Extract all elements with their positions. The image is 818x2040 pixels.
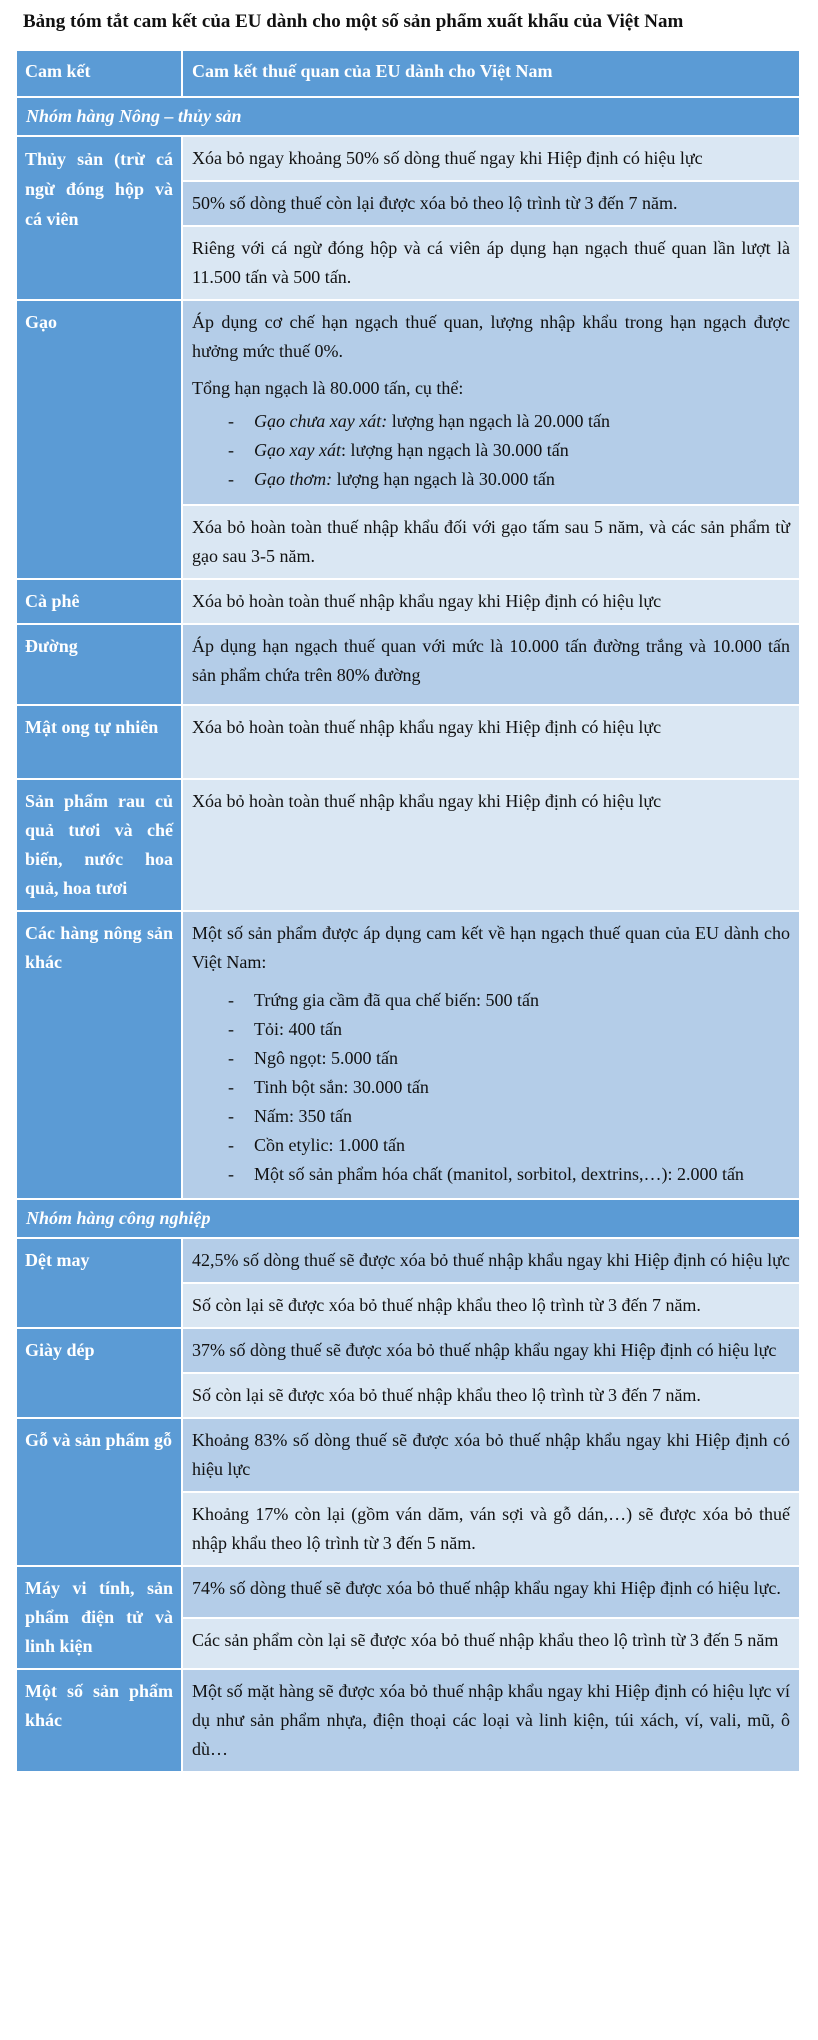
row-cell xyxy=(183,301,799,504)
list-item: - Trứng gia cầm đã qua chế biến: 500 tấn xyxy=(228,986,790,1015)
row-text: Xóa bỏ ngay khoảng 50% số dòng thuế ngay khi Hiệp định có hiệu lực xyxy=(183,137,799,180)
row-text: Một số mặt hàng sẽ được xóa bỏ thuế nhập khẩu ngay khi Hiệp định có hiệu lực ví dụ như sản phẩm nhựa, điện thoại các loại và linh kiện, túi xách, ví, vali, mũ, ô dù… xyxy=(183,1670,799,1771)
table-row xyxy=(17,1670,799,1771)
row-label: Gỗ và sản phẩm gỗ xyxy=(17,1419,181,1565)
header-col-commitment: Cam kết xyxy=(17,51,181,96)
list-item: - Gạo xay xát: lượng hạn ngạch là 30.000 tấn xyxy=(228,436,790,465)
commitments-table xyxy=(15,49,801,1773)
list-item: - Tỏi: 400 tấn xyxy=(228,1015,790,1044)
table-row xyxy=(17,780,799,910)
row-label: Dệt may xyxy=(17,1239,181,1327)
table-header-row xyxy=(17,51,799,96)
table-row xyxy=(17,1419,799,1491)
group-label-agri: Nhóm hàng Nông – thủy sản xyxy=(17,98,799,135)
table-row xyxy=(17,625,799,704)
row-text: Khoảng 83% số dòng thuế sẽ được xóa bỏ thuế nhập khẩu ngay khi Hiệp định có hiệu lực xyxy=(183,1419,799,1491)
row-label: Gạo xyxy=(17,301,181,578)
row-text: 37% số dòng thuế sẽ được xóa bỏ thuế nhập khẩu ngay khi Hiệp định có hiệu lực xyxy=(183,1329,799,1372)
row-text: Xóa bỏ hoàn toàn thuế nhập khẩu ngay khi Hiệp định có hiệu lực xyxy=(183,580,799,623)
row-text: Một số sản phẩm được áp dụng cam kết về hạn ngạch thuế quan của EU dành cho Việt Nam: xyxy=(192,923,790,972)
row-text: 50% số dòng thuế còn lại được xóa bỏ theo lộ trình từ 3 đến 7 năm. xyxy=(183,182,799,225)
table-row xyxy=(17,137,799,180)
row-label: Thủy sản (trừ cá ngừ đóng hộp và cá viên xyxy=(17,137,181,299)
row-text: Xóa bỏ hoàn toàn thuế nhập khẩu ngay khi Hiệp định có hiệu lực xyxy=(183,780,799,910)
row-text: Áp dụng cơ chế hạn ngạch thuế quan, lượng nhập khẩu trong hạn ngạch được hưởng mức thuế 0%. xyxy=(192,312,790,361)
row-label: Một số sản phẩm khác xyxy=(17,1670,181,1771)
list-item: - Một số sản phẩm hóa chất (manitol, sorbitol, dextrins,…): 2.000 tấn xyxy=(228,1160,790,1189)
row-text: 42,5% số dòng thuế sẽ được xóa bỏ thuế nhập khẩu ngay khi Hiệp định có hiệu lực xyxy=(183,1239,799,1282)
header-col-tariff: Cam kết thuế quan của EU dành cho Việt Nam xyxy=(183,51,799,96)
row-text: 74% số dòng thuế sẽ được xóa bỏ thuế nhập khẩu ngay khi Hiệp định có hiệu lực. xyxy=(183,1567,799,1617)
table-row xyxy=(17,1239,799,1282)
list-item: - Gạo chưa xay xát: lượng hạn ngạch là 20.000 tấn xyxy=(228,407,790,436)
table-row xyxy=(17,1329,799,1372)
row-text: Xóa bỏ hoàn toàn thuế nhập khẩu đối với gạo tấm sau 5 năm, và các sản phẩm từ gạo sau 3-5 năm. xyxy=(183,506,799,578)
rice-quota-list xyxy=(192,407,790,494)
row-text: Các sản phẩm còn lại sẽ được xóa bỏ thuế nhập khẩu theo lộ trình từ 3 đến 5 năm xyxy=(183,1619,799,1669)
list-item: - Gạo thơm: lượng hạn ngạch là 30.000 tấn xyxy=(228,465,790,494)
table-title: Bảng tóm tắt cam kết của EU dành cho một số sản phẩm xuất khẩu của Việt Nam xyxy=(23,11,684,32)
row-text: Số còn lại sẽ được xóa bỏ thuế nhập khẩu theo lộ trình từ 3 đến 7 năm. xyxy=(183,1284,799,1327)
row-label: Đường xyxy=(17,625,181,704)
row-text: Riêng với cá ngừ đóng hộp và cá viên áp dụng hạn ngạch thuế quan lần lượt là 11.500 tấn và 500 tấn. xyxy=(183,227,799,299)
row-label: Sản phẩm rau củ quả tươi và chế biến, nước hoa quả, hoa tươi xyxy=(17,780,181,910)
row-cell xyxy=(183,912,799,1198)
table-row xyxy=(17,580,799,623)
list-item: - Ngô ngọt: 5.000 tấn xyxy=(228,1044,790,1073)
group-label-industry: Nhóm hàng công nghiệp xyxy=(17,1200,799,1237)
row-text: Áp dụng hạn ngạch thuế quan với mức là 10.000 tấn đường trắng và 10.000 tấn sản phẩm chứa trên 80% đường xyxy=(183,625,799,704)
row-text: Tổng hạn ngạch là 80.000 tấn, cụ thể: xyxy=(192,378,464,398)
table-row xyxy=(17,301,799,504)
list-item: - Tinh bột sắn: 30.000 tấn xyxy=(228,1073,790,1102)
table-row xyxy=(17,706,799,778)
table-row xyxy=(17,912,799,1198)
row-label: Cà phê xyxy=(17,580,181,623)
list-item: - Nấm: 350 tấn xyxy=(228,1102,790,1131)
row-label: Giày dép xyxy=(17,1329,181,1417)
group-row-industry xyxy=(17,1200,799,1237)
row-text: Số còn lại sẽ được xóa bỏ thuế nhập khẩu theo lộ trình từ 3 đến 7 năm. xyxy=(183,1374,799,1417)
list-item: - Cồn etylic: 1.000 tấn xyxy=(228,1131,790,1160)
group-row-agri xyxy=(17,98,799,135)
row-text: Xóa bỏ hoàn toàn thuế nhập khẩu ngay khi Hiệp định có hiệu lực xyxy=(183,706,799,778)
table-row xyxy=(17,1567,799,1617)
quota-list xyxy=(192,986,790,1189)
row-label: Mật ong tự nhiên xyxy=(17,706,181,778)
row-text: Khoảng 17% còn lại (gồm ván dăm, ván sợi và gỗ dán,…) sẽ được xóa bỏ thuế nhập khẩu theo lộ trình từ 3 đến 5 năm. xyxy=(183,1493,799,1565)
row-label: Các hàng nông sản khác xyxy=(17,912,181,1198)
row-label: Máy vi tính, sản phẩm điện tử và linh kiện xyxy=(17,1567,181,1668)
